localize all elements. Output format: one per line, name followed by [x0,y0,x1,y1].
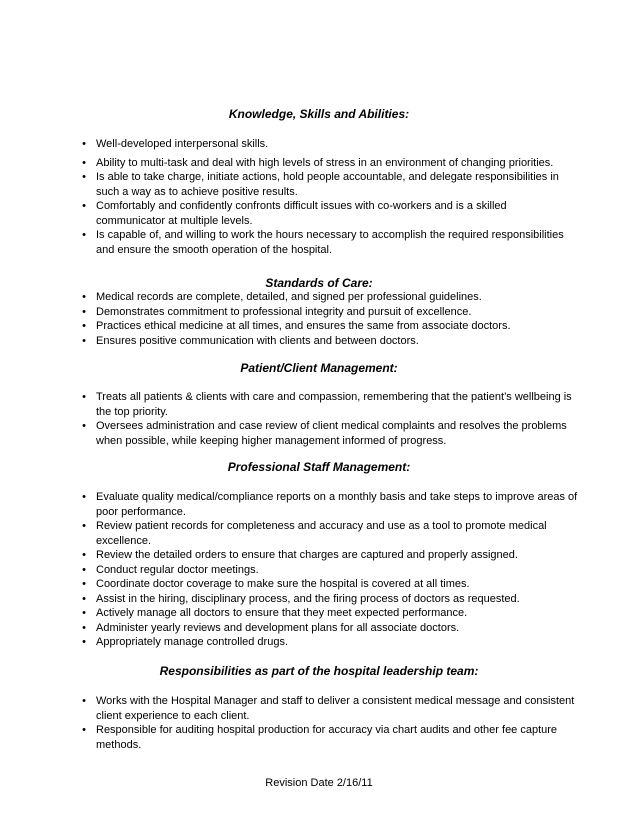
list-item [78,490,578,519]
list-item-text: Is capable of, and willing to work the hours necessary to accomplish the required responsibilities and ensure the smooth operation of the hospital. [96,229,564,256]
bullet-icon: • [82,724,86,736]
list-item-text: Responsible for auditing hospital production for accuracy via chart audits and other fee capture methods. [96,724,558,751]
list-item-text: Administer yearly reviews and development plans for all associate doctors. [96,621,460,634]
bullet-icon: • [82,291,86,303]
bullet-icon: • [82,229,86,241]
ksa-heading: Knowledge, Skills and Abilities: [228,107,410,121]
list-item [78,723,578,752]
bullet-icon: • [82,491,86,503]
list-item-text: Conduct regular doctor meetings. [96,563,259,576]
list-item-text: Evaluate quality medical/compliance reports on a monthly basis and take steps to improve areas of poor performance. [96,491,578,518]
list-item [78,290,578,305]
care-list [78,290,578,348]
leadership-list [78,694,578,752]
list-item-text: Oversees administration and case review of client medical complaints and resolves the problems when possible, while keeping higher management informed of progress. [96,420,567,447]
staff-list [78,490,578,650]
bullet-icon: • [82,391,86,403]
list-item [78,419,578,448]
bullet-icon: • [82,621,86,634]
revision-date: Revision Date 2/16/11 [265,777,373,789]
bullet-icon: • [82,334,86,347]
list-item [78,548,578,563]
list-item-text: Ability to multi-task and deal with high levels of stress in an environment of changing priorities. [96,156,554,169]
list-item [78,334,578,349]
bullet-icon: • [82,695,86,707]
bullet-icon: • [82,563,86,576]
list-item [78,199,578,228]
bullet-icon: • [82,549,86,561]
bullet-icon: • [82,320,86,332]
list-item-text: Assist in the hiring, disciplinary process, and the firing process of doctors as requested. [96,592,520,605]
list-item [78,606,578,621]
list-item-text: Actively manage all doctors to ensure that they meet expected performance. [96,607,468,619]
care-heading: Standards of Care: [265,276,373,290]
list-item [78,170,578,199]
patient-list [78,390,578,448]
bullet-icon: • [82,420,86,432]
bullet-icon: • [82,200,86,212]
list-item-text: Appropriately manage controlled drugs. [96,636,289,648]
staff-heading: Professional Staff Management: [227,460,411,474]
list-item [78,592,578,607]
list-item-text: Review patient records for completeness and accuracy and use as a tool to promote medical excellence. [96,520,547,547]
ksa-list [78,137,578,257]
patient-heading: Patient/Client Management: [240,361,398,375]
list-item-text: Is able to take charge, initiate actions, hold people accountable, and delegate responsibilities in such a way as to achieve positive results. [96,171,559,198]
list-item [78,319,578,334]
list-item-text: Coordinate doctor coverage to make sure the hospital is covered at all times. [96,578,470,590]
list-item [78,137,578,152]
bullet-icon: • [82,520,86,532]
bullet-icon: • [82,138,86,150]
leadership-heading: Responsibilities as part of the hospital leadership team: [159,664,479,678]
list-item [78,519,578,548]
list-item [78,305,578,320]
list-item-text: Review the detailed orders to ensure that charges are captured and properly assigned. [96,549,518,561]
bullet-icon: • [82,592,86,605]
list-item [78,228,578,257]
list-item [78,563,578,578]
list-item [78,156,578,171]
list-item [78,390,578,419]
list-item [78,635,578,650]
list-item [78,577,578,592]
list-item-text: Works with the Hospital Manager and staff to deliver a consistent medical message and consistent client experience to each client. [96,695,575,722]
list-item-text: Demonstrates commitment to professional integrity and pursuit of excellence. [96,305,472,318]
list-item-text: Treats all patients & clients with care and compassion, remembering that the patient’s wellbeing is the top priority. [96,391,572,418]
list-item-text: Medical records are complete, detailed, and signed per professional guidelines. [96,291,482,303]
list-item-text: Comfortably and confidently confronts difficult issues with co-workers and is a skilled communicator at multiple levels. [96,200,507,227]
list-item [78,694,578,723]
bullet-icon: • [82,578,86,590]
bullet-icon: • [82,607,86,619]
bullet-icon: • [82,171,86,183]
list-item-text: Well-developed interpersonal skills. [96,138,269,150]
list-item [78,621,578,636]
list-item-text: Ensures positive communication with clients and between doctors. [96,334,419,347]
bullet-icon: • [82,305,86,318]
bullet-icon: • [82,156,86,169]
list-item-text: Practices ethical medicine at all times, and ensures the same from associate doctors. [96,320,511,332]
bullet-icon: • [82,636,86,648]
